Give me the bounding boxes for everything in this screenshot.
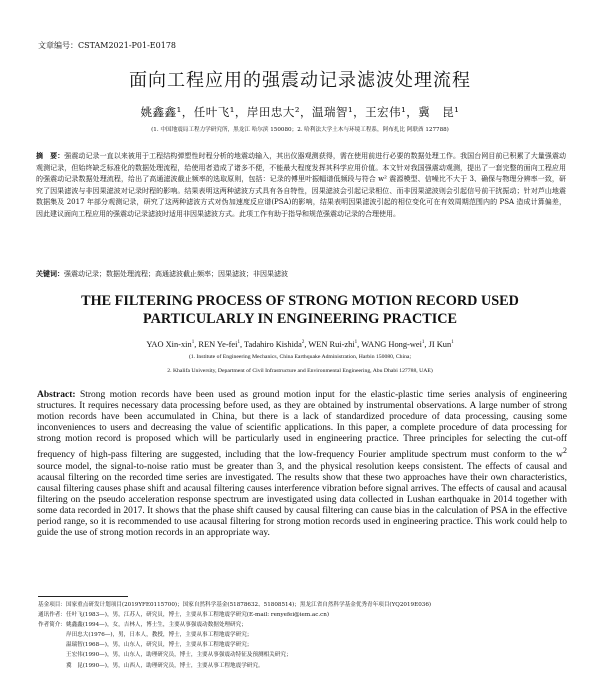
author-affiliation-index: 1 [191,340,195,346]
english-abstract-text-part1: Strong motion records have been used as ground motion input for the elastic-plastic time series analysis of engineering structures. It requires necessary data processing before used, as they are obtained by instrumental observations. A large number of strong motion records have been accumulated in China, but there is a lack of standardized procedure of data processing, causing some inconveniences to users and decreasing the value of scientific applications. In this paper, a complete procedure of data processing for strong motion record is proposed which will be particularly used in engineering practice. Three principles for selecting the cut-off frequency of high-pass filtering are suggested, including that the low-frequency Fourier amplitude spectrum must conform to the w [37,390,568,461]
chinese-abstract-label: 摘 要： [36,151,65,160]
author-affiliation-index: 1 [354,340,358,346]
footnote-divider [38,596,128,597]
footnote-author-bio: 温瑞智(1968—)，男，山东人，研究员，博士，主要从事工程地震学研究； [38,642,253,649]
chinese-keywords-text: 强震动记录；数据处理流程；高通滤波截止频率；因果滤波；非因果滤波 [64,270,288,278]
english-abstract-label: Abstract: [37,390,76,400]
english-abstract-text-part2: source model, the signal-to-noise ratio must be greater than 3, and the physical resolution keeps consistent. The effects of causal and acausal filtering on the recorded time series are investigated. The results show that these two approaches have their own characteristics, causal filtering causes phase shift and acausal filtering causes interference vibration before signal arrives. The effects of causal and acausal filtering on the pseudo acceleration response spectrum are investigated using data collected in Lushan earthquake in 2014 together with some data recorded in 2017. It shows that the phase shift caused by causal filtering can cause bias in the calculation of PSA in the effective period range, so it is recommended to use acausal filtering for strong motion records used in engineering practice. This work could help to guide the use of strong motion records in an appropriate way. [37,461,567,539]
author-name: REN Ye-fei [198,340,238,349]
footnote-corresponding-author: 通讯作者：任叶飞(1983—)，男，江苏人，研究员，博士，主要从事工程地震学研究(E-mail: renyefei@iem.ac.cn) [38,612,330,619]
english-abstract [37,390,567,539]
chinese-authors: 姚鑫鑫¹，任叶飞¹，岸田忠大²，温瑞智¹，王宏伟¹，冀 昆¹ [140,105,460,119]
english-authors: YAO Xin-xin$^1$, REN Ye-fei$^1$, Tadahiro Kishida$^2$, WEN Rui-zhi$^1$, WANG Hong-wei$^1$, JI Kun$^1$ [146,340,454,349]
author-name: JI Kun [428,340,452,349]
author-affiliation-index: 1 [451,340,454,346]
author-name: WANG Hong-wei [361,340,422,349]
english-affiliation-1: (1. Institute of Engineering Mechanics, China Earthquake Administration, Harbin 150080, China; [188,354,412,360]
author-name: YAO Xin-xin [146,340,192,349]
footnote-author-bio: 冀 昆(1990—)，男，山西人，助理研究员，博士，主要从事工程地震学研究。 [38,662,264,669]
english-title-line1: THE FILTERING PROCESS OF STRONG MOTION RECORD USED [81,293,519,309]
chinese-abstract-text: 强震动记录一直以来被用于工程结构弹塑性时程分析的地震动输入，其出仪器观测获得，需在使用前进行必要的数据处理工作。我国台网目前已积累了大量强震动观测记录，但始终缺乏标准化的数据处理流程，给使用者造成了诸多不便，不能最大程度发挥其科学应用价值。本文针对我国强震动观测，提出了一套完整的面向工程应用的强震动记录数据处理流程，给出了高通滤波截止频率的选取原则，包括：记录的傅里叶振幅谱低频段与符合 w² 震源模型、信噪比不大于 3、确保与物理分辨率一致，研究了因果滤波与非因果滤波对记录时程的影响。结果表明这两种滤波方式具有各自特性，因果滤波会引起记录相位、而非因果滤波则会引起信号前干扰振动；针对芦山地震数据集及 2017 年部分观测记录，研究了这两种滤波方式对伪加速度反应谱(PSA)的影响，结果表明因果滤波引起的相位变化可在有效周期范围内的 PSA 造成计算偏差，因此建议面向工程应用的强震动记录滤波时适用非因果滤波方式。此项工作有助于指导和规范强震动记录的合理使用。 [36,152,567,218]
chinese-abstract [36,150,566,221]
english-title [0,292,600,328]
footnote-author-bio: 岸田忠大(1976—)，男，日本人，教授，博士，主要从事工程地震学研究； [38,632,253,639]
author-affiliation-index: 1 [237,340,240,346]
chinese-keywords-label: 关键词： [36,269,64,278]
footnote-author-bio: 王宏伟(1990—)，男，山东人，助理研究员，博士，主要从事强震动特征及预测相关研究； [38,652,292,659]
author-affiliation-index: 1 [421,340,425,346]
chinese-keywords [36,268,566,280]
author-affiliation-index: 2 [301,340,305,346]
author-name: Tadahiro Kishida [244,340,302,349]
article-number: 文章编号：CSTAM2021-P01-E0178 [38,41,176,50]
footnote-funding: 基金项目：国家重点研发计划项目(2019YFE0115700)；国家自然科学基金(51878632、51808514)；黑龙江省自然科学基金优秀青年项目(YQ2019E036) [38,602,432,608]
english-affiliation-2: 2. Khalifa University, Department of Civil Infrastructure and Environmental Engineering, Abu Dhabi 127788, UAE) [167,368,433,374]
english-title-line2: PARTICULARLY IN ENGINEERING PRACTICE [143,311,457,327]
chinese-title: 面向工程应用的强震动记录滤波处理流程 [129,70,471,91]
author-name: WEN Rui-zhi [308,340,355,349]
english-abstract-superscript: 2 [563,446,567,456]
footnote-author-bio: 作者简介：姚鑫鑫(1994—)，女，吉林人，博士生，主要从事强震动数据处理研究； [38,622,247,629]
footnotes [38,600,568,671]
chinese-affiliation: (1. 中国地震局工程力学研究所，黑龙江 哈尔滨 150080；2. 哈利法大学土木与环境工程系，阿布扎比 阿联酋 127788) [151,127,449,133]
